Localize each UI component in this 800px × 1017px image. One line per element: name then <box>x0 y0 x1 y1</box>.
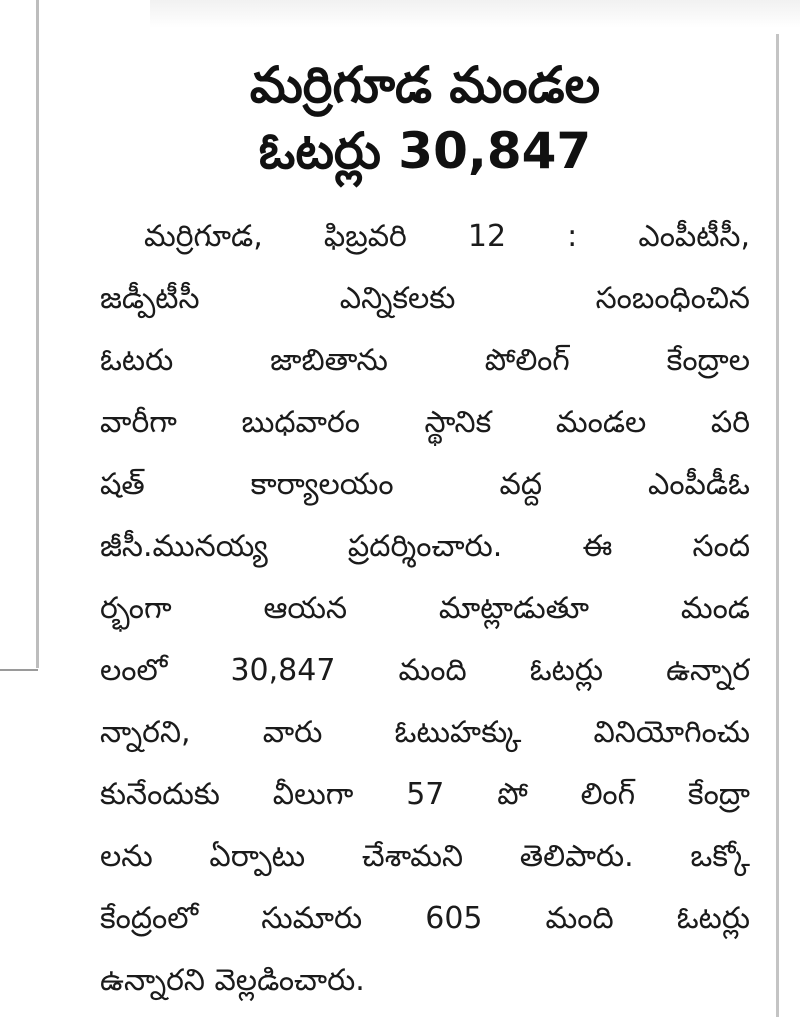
body-line: ఉన్నారని వెల్లడించారు. <box>100 963 365 998</box>
column-divider-left <box>36 0 39 668</box>
news-article <box>100 52 750 1012</box>
article-headline <box>100 52 750 184</box>
body-line: జడ్పీటీసీ ఎన్నికలకు సంబంధించిన <box>100 281 750 316</box>
body-line: షత్ కార్యాలయం వద్ద ఎంపీడీఓ <box>100 467 750 502</box>
body-line: ఓటరు జాబితాను పోలింగ్ కేంద్రాల <box>100 343 750 378</box>
headline-line-1: మర్రిగూడ మండల <box>249 56 601 114</box>
body-line: లంలో 30,847 మంది ఓటర్లు ఉన్నార <box>100 653 750 688</box>
body-line: న్నారని, వారు ఓటుహక్కు వినియోగించు <box>100 715 750 750</box>
column-divider-horizontal <box>0 669 38 671</box>
body-line: కునేందుకు వీలుగా 57 పో లింగ్ కేంద్రా <box>100 777 750 812</box>
body-line: ర్భంగా ఆయన మాట్లాడుతూ మండ <box>100 591 750 626</box>
column-divider-right <box>776 34 779 1017</box>
body-line: వారీగా బుధవారం స్థానిక మండల పరి <box>100 405 750 440</box>
headline-line-2: ఓటర్లు 30,847 <box>258 122 592 180</box>
body-line: లను ఏర్పాటు చేశామని తెలిపారు. ఒక్కో <box>100 839 750 874</box>
article-body <box>100 206 750 1012</box>
body-line: కేంద్రంలో సుమారు 605 మంది ఓటర్లు <box>100 901 750 936</box>
adjacent-article-edge <box>150 0 800 28</box>
body-line: మర్రిగూడ, ఫిబ్రవరి 12 : ఎంపీటీసీ, <box>144 219 750 254</box>
body-line: జీసీ.మునయ్య ప్రదర్శించారు. ఈ సంద <box>100 529 750 564</box>
